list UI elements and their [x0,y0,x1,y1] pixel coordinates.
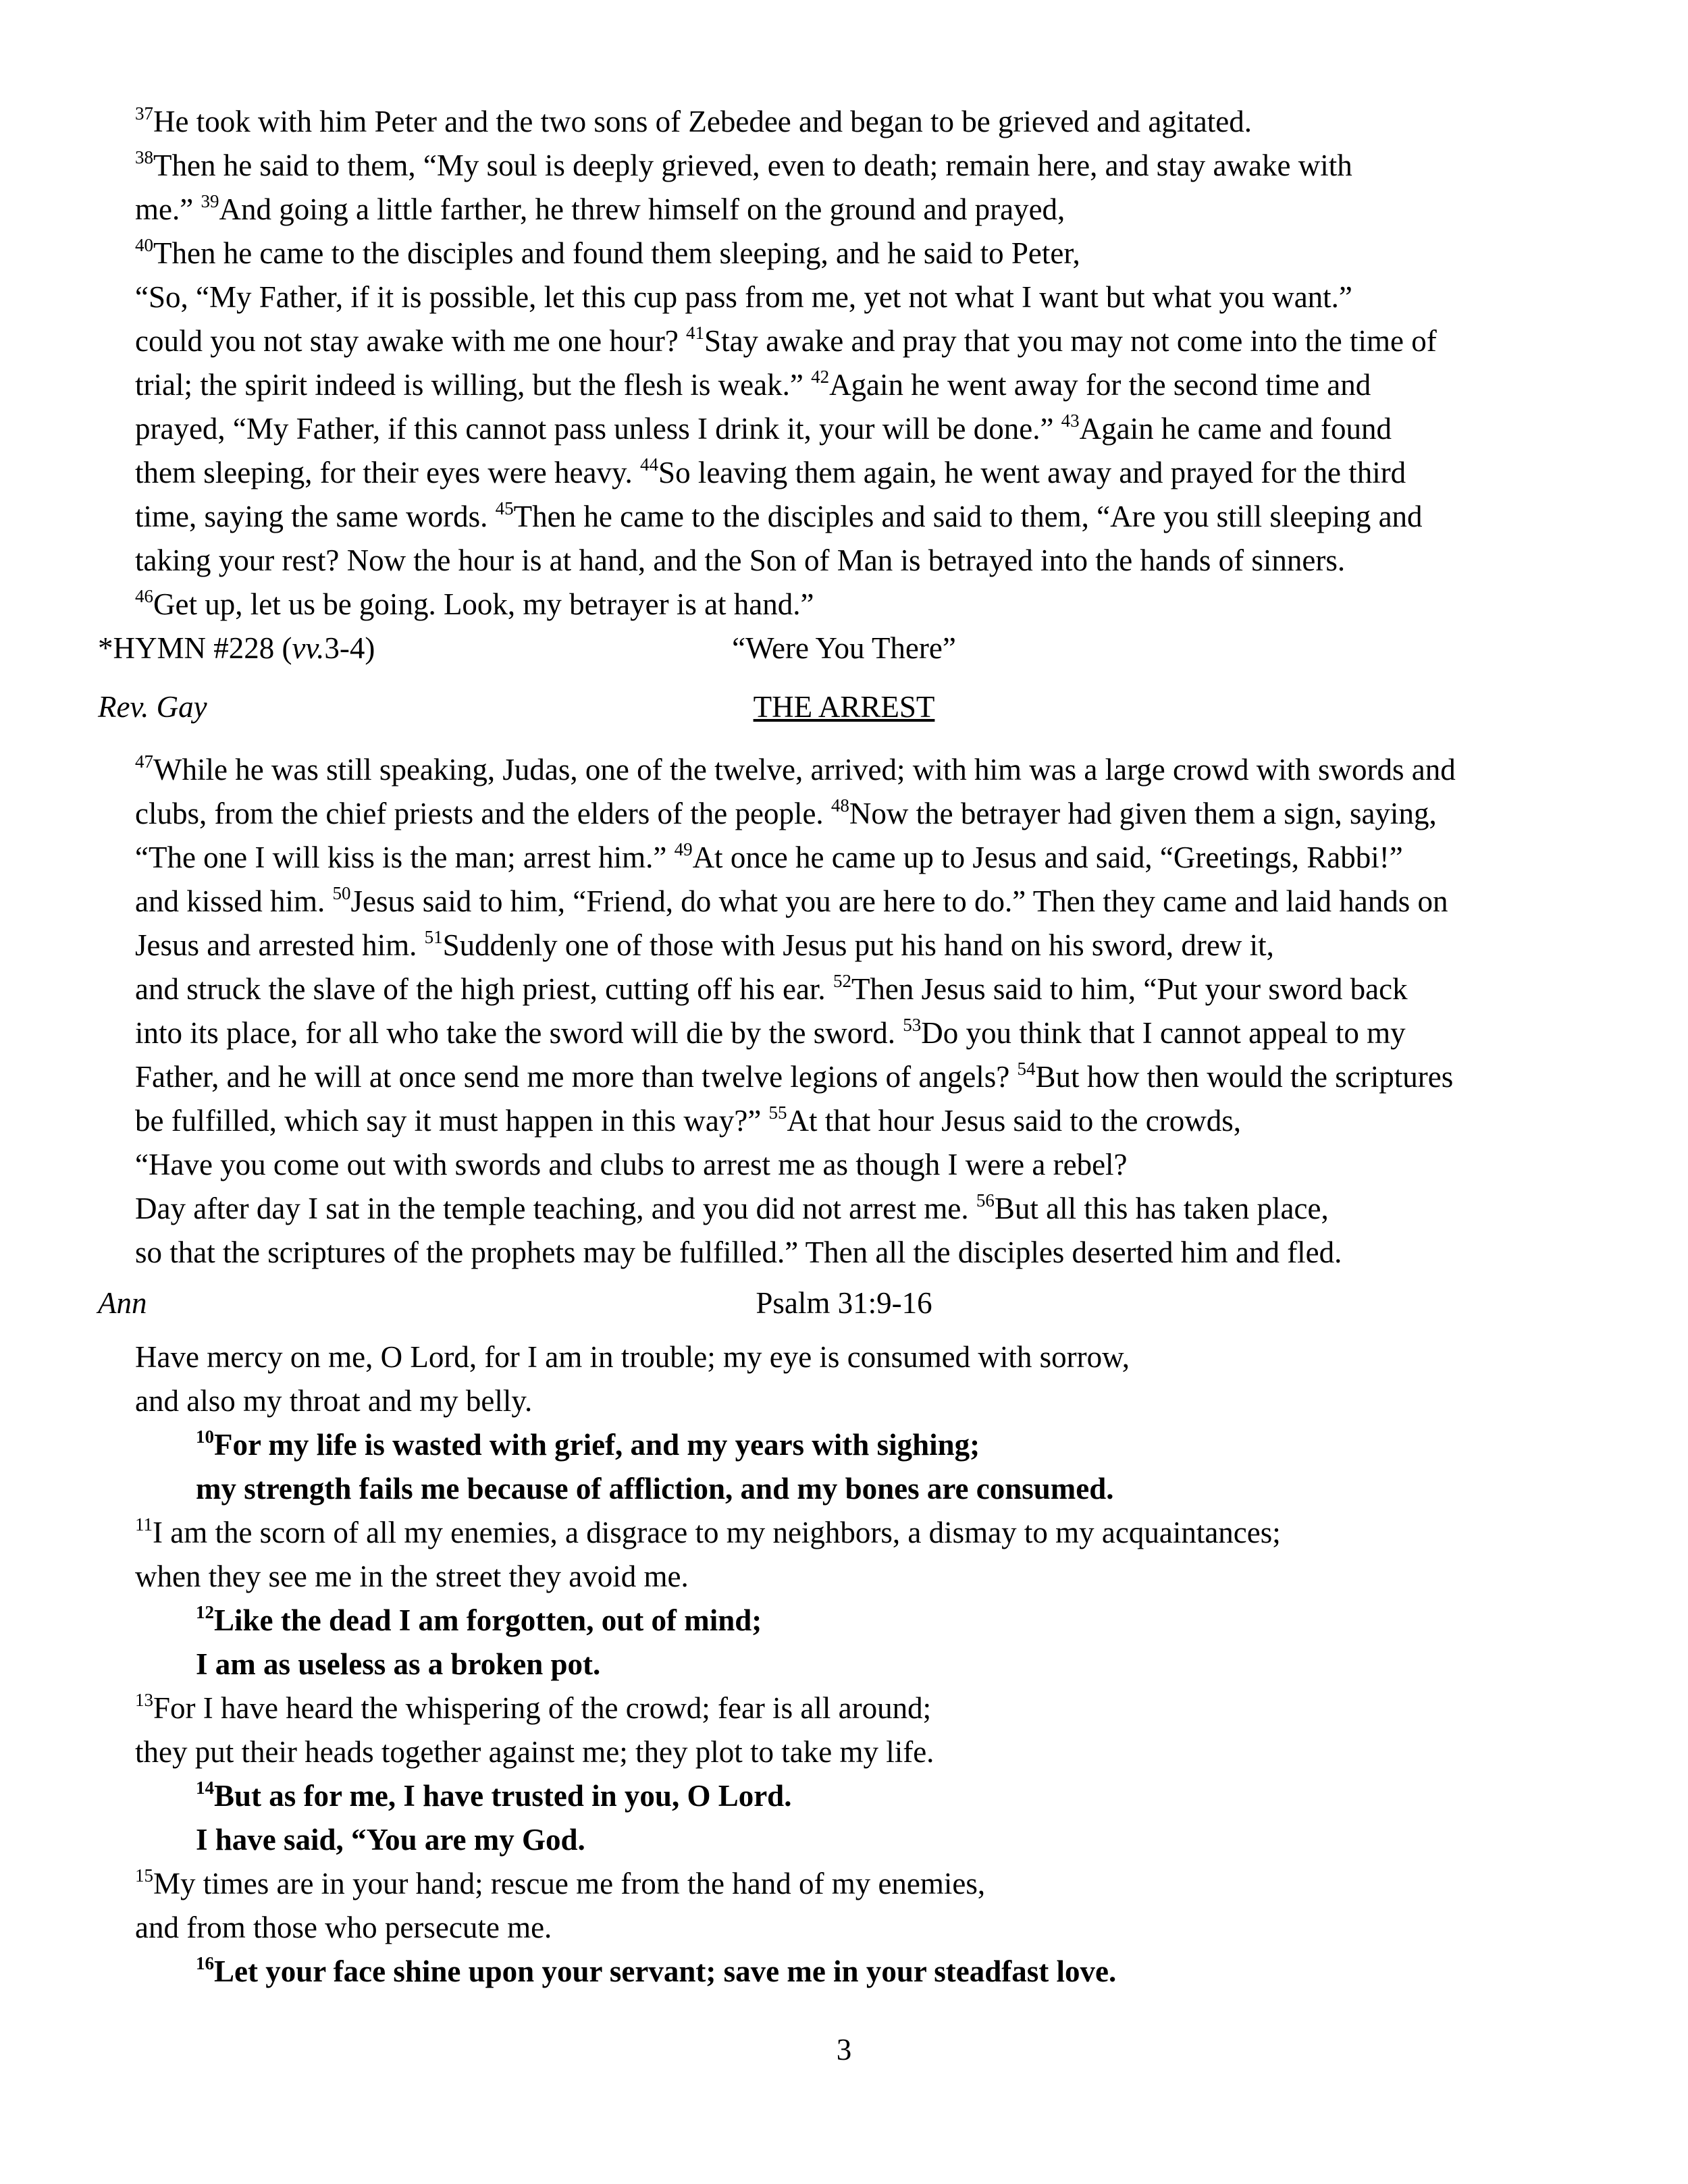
verse-text: taking your rest? Now the hour is at hand, and the Son of Man is betrayed into the hands of sinners. [135,543,1346,577]
verse-number: 54 [1017,1059,1036,1079]
verse-line [135,321,1437,361]
arrest-reader: Rev. Gay [98,690,207,724]
verse-line [135,1512,1281,1553]
verse-text: could you not stay awake with me one hour? [135,324,687,358]
verse-line [135,452,1406,493]
verse-text: Father, and he will at once send me more than twelve legions of angels? [135,1060,1018,1094]
verse-number: 49 [674,839,693,859]
verse-line [135,233,1080,273]
verse-text: My times are in your hand; rescue me from the hand of my enemies, [153,1867,986,1900]
verse-text: Get up, let us be going. Look, my betrayer is at hand.” [153,587,814,621]
verse-text: me.” [135,192,201,226]
verse-text: For my life is wasted with grief, and my years with sighing; [214,1428,980,1462]
hymn-title: “Were You There” [732,631,956,665]
verse-text: Stay awake and pray that you may not come into the time of [704,324,1437,358]
verse-line [135,145,1352,186]
verse-text: Again he came and found [1079,412,1392,446]
verse-text: But all this has taken place, [994,1192,1329,1225]
verse-number: 44 [640,454,659,475]
verse-text: prayed, “My Father, if this cannot pass unless I drink it, your will be done.” [135,412,1061,446]
verse-line [196,1951,1116,1992]
psalm-reader: Ann [98,1286,147,1320]
verse-line [196,1644,600,1684]
verse-text: Jesus and arrested him. [135,928,425,962]
verse-text: But as for me, I have trusted in you, O Lord. [214,1779,792,1813]
verse-line [135,1907,552,1948]
verse-line [135,1381,532,1421]
verse-line [135,837,1403,878]
psalm-heading: Psalm 31:9-16 [756,1286,932,1320]
verse-text: Let your face shine upon your servant; save me in your steadfast love. [214,1954,1117,1988]
verse-text: For I have heard the whispering of the crowd; fear is all around; [153,1691,932,1725]
verse-line [196,1819,585,1860]
verse-number: 42 [811,367,830,387]
verse-number: 53 [903,1015,922,1035]
verse-text: But how then would the scriptures [1035,1060,1454,1094]
verse-text: time, saying the same words. [135,500,496,533]
verse-text: Then he came to the disciples and found them sleeping, and he said to Peter, [153,236,1080,270]
verse-line [135,969,1408,1009]
verse-text: them sleeping, for their eyes were heavy. [135,456,641,489]
verse-line [135,1556,689,1597]
verse-line [135,1337,1130,1377]
verse-line [196,1600,762,1641]
verse-line [135,749,1456,790]
verse-number: 52 [833,971,851,991]
verse-number: 15 [135,1865,153,1886]
verse-text: Like the dead I am forgotten, out of mind; [214,1603,762,1637]
verse-text: And going a little farther, he threw himself on the ground and prayed, [219,192,1065,226]
verse-text: when they see me in the street they avoid me. [135,1560,689,1593]
verse-number: 51 [424,927,443,947]
verse-text: I have said, “You are my God. [196,1823,585,1857]
verse-text: clubs, from the chief priests and the elders of the people. [135,797,831,830]
verse-text: At once he came up to Jesus and said, “Greetings, Rabbi!” [692,841,1403,874]
verse-text: At that hour Jesus said to the crowds, [787,1104,1241,1138]
verse-text: “Have you come out with swords and clubs to arrest me as though I were a rebel? [135,1148,1128,1181]
verse-text: Suddenly one of those with Jesus put his hand on his sword, drew it, [442,928,1274,962]
verse-text: I am the scorn of all my enemies, a disgrace to my neighbors, a dismay to my acquaintances; [153,1516,1281,1549]
verse-number: 46 [135,586,153,606]
verse-line [135,189,1065,230]
verse-number: 48 [830,795,849,816]
verse-text: Then he came to the disciples and said to them, “Are you still sleeping and [513,500,1423,533]
verse-text: Then Jesus said to him, “Put your sword back [851,972,1408,1006]
verse-text: so that the scriptures of the prophets may be fulfilled.” Then all the disciples deserted him and fled. [135,1235,1342,1269]
verse-number: 37 [135,103,153,124]
verse-text: and kissed him. [135,884,333,918]
verse-number: 14 [196,1778,214,1798]
verse-line [135,793,1437,834]
verse-text: Then he said to them, “My soul is deeply grieved, even to death; remain here, and stay awake with [153,149,1352,182]
verse-line [135,365,1371,405]
verse-line [135,496,1423,537]
verse-number: 55 [768,1102,787,1123]
verse-text: my strength fails me because of affliction, and my bones are consumed. [196,1472,1114,1506]
verse-number: 56 [976,1190,995,1210]
verse-text: I am as useless as a broken pot. [196,1647,601,1681]
verse-line [196,1424,980,1465]
verse-number: 39 [201,191,219,211]
verse-number: 47 [135,751,153,772]
verse-line [135,1732,934,1772]
verse-line [135,1013,1406,1053]
verse-number: 40 [135,235,153,255]
verse-line [135,408,1392,449]
verse-line [135,540,1345,581]
verse-text: and from those who persecute me. [135,1911,552,1944]
verse-text: trial; the spirit indeed is willing, but the flesh is weak.” [135,368,812,402]
verse-text: Do you think that I cannot appeal to my [921,1016,1406,1050]
verse-line [135,1057,1453,1097]
verse-number: 50 [332,883,351,903]
verse-text: “So, “My Father, if it is possible, let this cup pass from me, yet not what I want but what you want.” [135,280,1352,314]
verse-number: 16 [196,1953,214,1973]
verse-text: and struck the slave of the high priest, cutting off his ear. [135,972,833,1006]
verse-text: “The one I will kiss is the man; arrest him.” [135,841,675,874]
hymn-label: *HYMN #228 (vv.3-4) [98,631,375,665]
verse-line [135,1232,1342,1273]
verse-text: Again he went away for the second time and [829,368,1371,402]
verse-line [135,925,1274,965]
verse-text: Now the betrayer had given them a sign, saying, [849,797,1437,830]
verse-number: 10 [196,1427,214,1447]
arrest-heading: THE ARREST [753,690,935,724]
verse-number: 45 [495,498,514,518]
verse-text: Jesus said to him, “Friend, do what you are here to do.” Then they came and laid hands on [350,884,1448,918]
verse-line [135,277,1352,317]
page-number: 3 [836,2033,852,2067]
verse-text: Have mercy on me, O Lord, for I am in trouble; my eye is consumed with sorrow, [135,1340,1130,1374]
verse-text: be fulfilled, which say it must happen in this way?” [135,1104,769,1138]
verse-text: So leaving them again, he went away and prayed for the third [658,456,1406,489]
verse-number: 12 [196,1602,214,1622]
verse-line [135,101,1252,142]
verse-text: While he was still speaking, Judas, one of the twelve, arrived; with him was a large crowd with swords and [153,753,1456,787]
verse-line [135,584,814,624]
verse-text: they put their heads together against me; they plot to take my life. [135,1735,934,1769]
verse-line [135,1188,1329,1229]
verse-line [135,1100,1241,1141]
verse-number: 38 [135,147,153,167]
verse-line [135,1863,985,1904]
verse-text: and also my throat and my belly. [135,1384,533,1418]
verse-number: 43 [1061,410,1080,431]
verse-number: 11 [135,1514,153,1535]
verse-line [135,1144,1128,1185]
verse-text: Day after day I sat in the temple teaching, and you did not arrest me. [135,1192,976,1225]
verse-line [196,1468,1114,1509]
verse-line [135,1688,931,1728]
verse-line [135,881,1448,922]
verse-number: 13 [135,1690,153,1710]
verse-text: He took with him Peter and the two sons of Zebedee and began to be grieved and agitated. [153,105,1252,138]
verse-number: 41 [686,323,705,343]
verse-line [196,1776,791,1816]
verse-text: into its place, for all who take the sword will die by the sword. [135,1016,903,1050]
